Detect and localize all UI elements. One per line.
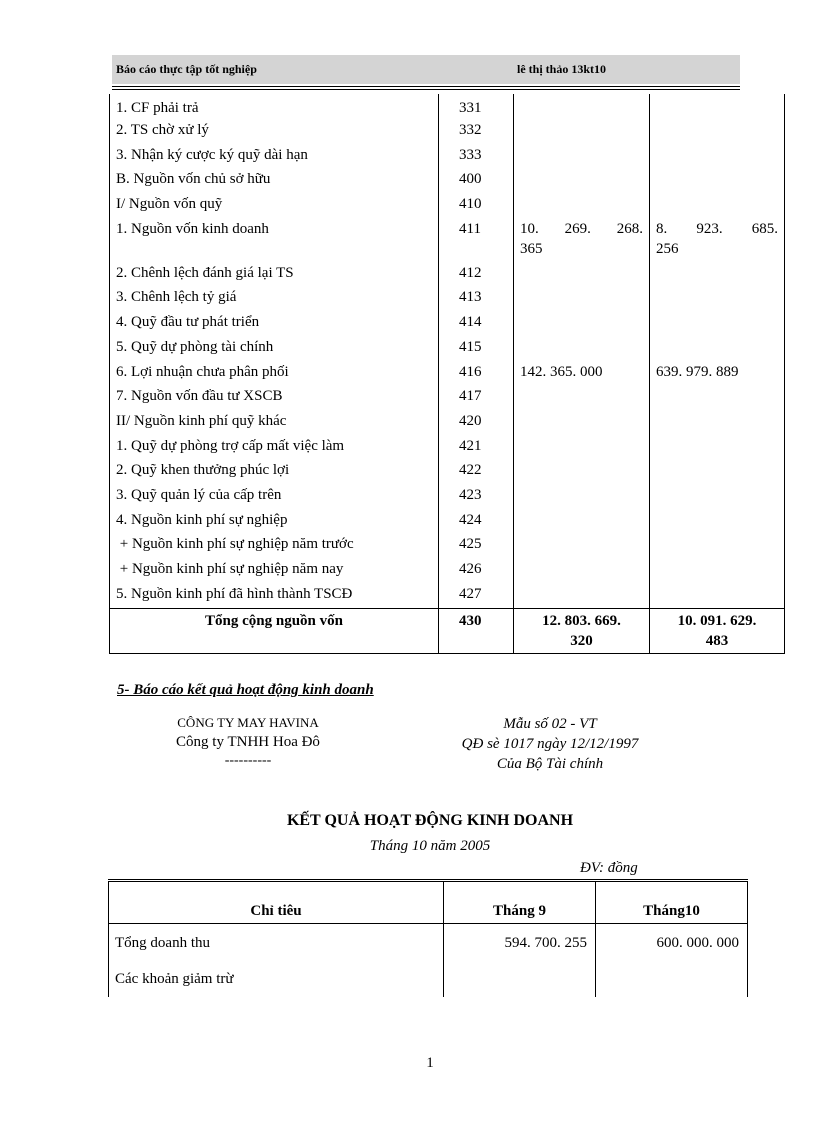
cell-value: 639. 979. 889: [650, 362, 785, 387]
total-row: [110, 609, 785, 654]
value-line: 8. 923. 685.: [656, 220, 778, 237]
row-label: 3. Nhận ký cược ký quỹ dài hạn: [110, 145, 439, 170]
row-code: 400: [439, 169, 514, 194]
row-code: 413: [439, 287, 514, 312]
table-row: [110, 312, 785, 337]
cell-value: [514, 263, 650, 288]
cell-value: [650, 559, 785, 584]
cell-value: [650, 584, 785, 609]
cell-value: [514, 534, 650, 559]
column-header: Tháng 9: [444, 881, 596, 924]
cell-value: [650, 312, 785, 337]
results-table: [108, 879, 748, 997]
row-label: + Nguồn kinh phí sự nghiệp năm nay: [110, 559, 439, 584]
header-left-text: Báo cáo thực tập tốt nghiệp: [116, 62, 257, 76]
cell-value: [514, 510, 650, 535]
cell-value: [650, 94, 785, 120]
value-line: 256: [656, 240, 679, 257]
cell-value: [650, 145, 785, 170]
cell-value: [514, 337, 650, 362]
row-label: I/ Nguồn vốn quỹ: [110, 194, 439, 219]
row-label: Tổng doanh thu: [109, 924, 444, 963]
table-row: [109, 962, 748, 997]
page-number: 1: [426, 1055, 434, 1071]
row-code: 414: [439, 312, 514, 337]
table-row: [110, 584, 785, 609]
column-header: Chỉ tiêu: [109, 881, 444, 924]
table-row: [110, 194, 785, 219]
table-row: [110, 145, 785, 170]
table-row: [110, 510, 785, 535]
cell-value: [514, 219, 650, 263]
cell-value: [596, 962, 748, 997]
row-label: 1. Quỹ dự phòng trợ cấp mất việc làm: [110, 436, 439, 461]
balance-sheet-table: [109, 94, 785, 654]
table-row: [110, 485, 785, 510]
row-code: 333: [439, 145, 514, 170]
row-code: 426: [439, 559, 514, 584]
row-code: 420: [439, 411, 514, 436]
total-label: Tổng cộng nguồn vốn: [110, 609, 439, 654]
row-label: 6. Lợi nhuận chưa phân phối: [110, 362, 439, 387]
table-row: [110, 287, 785, 312]
cell-value: 600. 000. 000: [596, 924, 748, 963]
cell-value: [514, 120, 650, 145]
cell-value: [514, 584, 650, 609]
row-code: 410: [439, 194, 514, 219]
row-code: 421: [439, 436, 514, 461]
value-line: 365: [520, 240, 543, 257]
cell-value: [650, 485, 785, 510]
cell-value: [514, 312, 650, 337]
company-block: [138, 714, 358, 770]
table-row: [110, 263, 785, 288]
table-row: [110, 460, 785, 485]
row-code: 415: [439, 337, 514, 362]
cell-value: [650, 411, 785, 436]
row-label: 4. Nguồn kinh phí sự nghiệp: [110, 510, 439, 535]
page-header: [112, 55, 740, 84]
value-line: 10. 091. 629.: [677, 613, 757, 630]
row-label: 3. Chênh lệch tỷ giá: [110, 287, 439, 312]
cell-value: [650, 219, 785, 263]
cell-value: [514, 169, 650, 194]
cell-value: [650, 169, 785, 194]
cell-value: [650, 436, 785, 461]
cell-value: 142. 365. 000: [514, 362, 650, 387]
total-value: [650, 609, 785, 654]
header-rule: [112, 86, 740, 87]
cell-value: [514, 559, 650, 584]
cell-value: [650, 194, 785, 219]
cell-value: [514, 94, 650, 120]
cell-value: 594. 700. 255: [444, 924, 596, 963]
company-name: CÔNG TY MAY HAVINA: [177, 715, 319, 730]
report-title: KẾT QUẢ HOẠT ĐỘNG KINH DOANH: [286, 812, 574, 829]
cell-value: [514, 460, 650, 485]
table-row: [110, 534, 785, 559]
cell-value: [650, 534, 785, 559]
row-label: 4. Quỹ đầu tư phát triển: [110, 312, 439, 337]
table-row: [110, 436, 785, 461]
table-row: [110, 337, 785, 362]
row-label: 1. CF phải trả: [110, 94, 439, 120]
section-title: 5- Báo cáo kết quả hoạt động kinh doanh: [117, 682, 374, 698]
row-label: 2. Quỹ khen thưởng phúc lợi: [110, 460, 439, 485]
value-line: 320: [570, 633, 593, 650]
row-label: II/ Nguồn kinh phí quỹ khác: [110, 411, 439, 436]
report-period: Tháng 10 năm 2005: [369, 838, 491, 854]
table-row: [110, 386, 785, 411]
row-label: 1. Nguồn vốn kinh doanh: [110, 219, 439, 263]
cell-value: [514, 411, 650, 436]
company-subname: Công ty TNHH Hoa Đô: [176, 734, 320, 750]
row-label: 5. Quỹ dự phòng tài chính: [110, 337, 439, 362]
table-row: [110, 120, 785, 145]
row-code: 417: [439, 386, 514, 411]
cell-value: [650, 120, 785, 145]
cell-value: [650, 337, 785, 362]
cell-value: [650, 287, 785, 312]
row-label: 7. Nguồn vốn đầu tư XSCB: [110, 386, 439, 411]
header-rule: [112, 89, 740, 90]
row-label: 3. Quỹ quản lý của cấp trên: [110, 485, 439, 510]
table-row: [110, 411, 785, 436]
row-code: 427: [439, 584, 514, 609]
row-code: 425: [439, 534, 514, 559]
total-value: [514, 609, 650, 654]
column-header: Tháng10: [596, 881, 748, 924]
table-row: [110, 559, 785, 584]
unit-label: ĐV: đồng: [580, 860, 638, 876]
company-divider: ----------: [224, 753, 272, 768]
table-row: [110, 169, 785, 194]
total-code: 430: [439, 609, 514, 654]
cell-value: [514, 386, 650, 411]
form-issuer: Của Bộ Tài chính: [496, 756, 604, 772]
row-code: 422: [439, 460, 514, 485]
row-code: 331: [439, 94, 514, 120]
cell-value: [650, 460, 785, 485]
cell-value: [514, 194, 650, 219]
form-decision: QĐ sè 1017 ngày 12/12/1997: [461, 736, 639, 752]
cell-value: [444, 962, 596, 997]
row-label: 2. Chênh lệch đánh giá lại TS: [110, 263, 439, 288]
row-code: 416: [439, 362, 514, 387]
value-line: 10. 269. 268.: [520, 220, 643, 237]
cell-value: [514, 485, 650, 510]
row-label: 5. Nguồn kinh phí đã hình thành TSCĐ: [110, 584, 439, 609]
row-code: 423: [439, 485, 514, 510]
row-label: Các khoản giảm trừ: [109, 962, 444, 997]
cell-value: [514, 287, 650, 312]
row-label: + Nguồn kinh phí sự nghiệp năm trước: [110, 534, 439, 559]
row-code: 412: [439, 263, 514, 288]
cell-value: [514, 145, 650, 170]
row-label: 2. TS chờ xử lý: [110, 120, 439, 145]
row-code: 411: [439, 219, 514, 263]
table-header-row: [109, 881, 748, 924]
table-row: [110, 362, 785, 387]
table-row: [110, 94, 785, 120]
cell-value: [650, 263, 785, 288]
form-number: Mẫu số 02 - VT: [503, 716, 597, 732]
table-row: [110, 219, 785, 263]
value-line: 12. 803. 669.: [542, 613, 621, 630]
cell-value: [650, 386, 785, 411]
row-label: B. Nguồn vốn chủ sở hữu: [110, 169, 439, 194]
table-row: [109, 924, 748, 963]
form-reference: [430, 714, 670, 774]
cell-value: [514, 436, 650, 461]
cell-value: [650, 510, 785, 535]
row-code: 332: [439, 120, 514, 145]
value-line: 483: [705, 633, 729, 650]
header-right-text: lê thị thảo 13kt10: [517, 62, 607, 76]
row-code: 424: [439, 510, 514, 535]
